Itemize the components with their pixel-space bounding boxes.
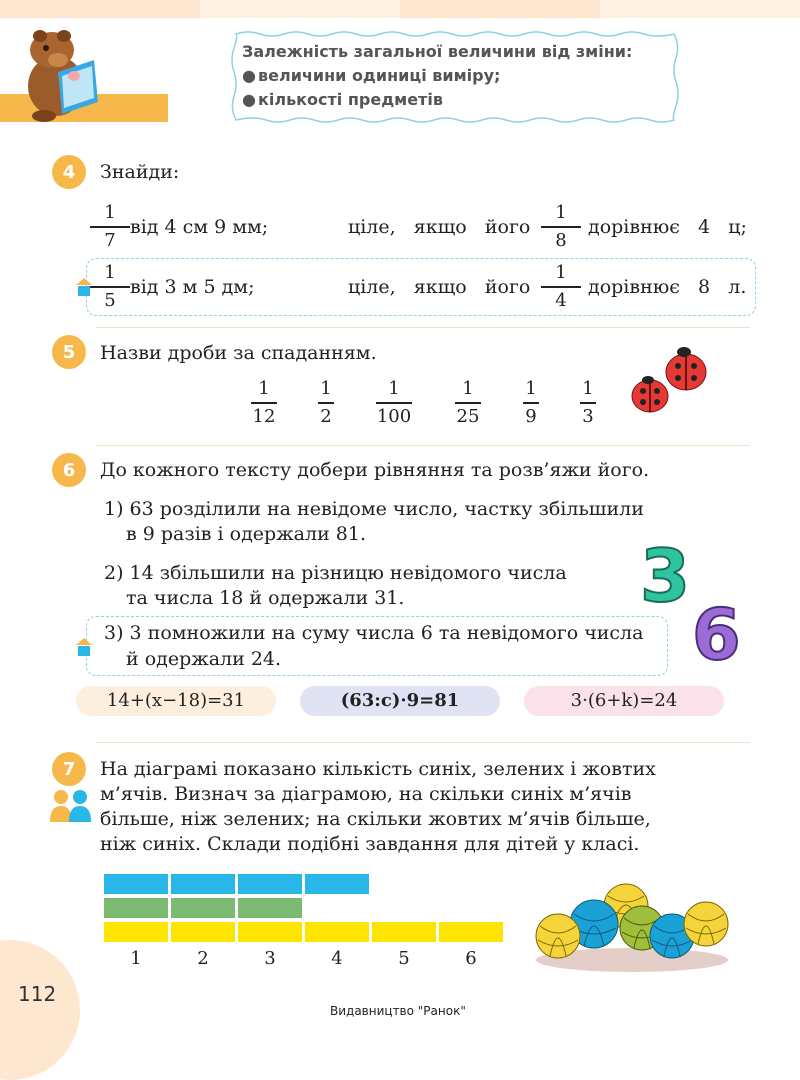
bar-series-1-unit-3 <box>238 874 302 894</box>
equation-pill-2 <box>300 686 500 716</box>
task-5-title: Назви дроби за спаданням. <box>100 342 377 364</box>
top-strip-3 <box>400 0 600 18</box>
page-number: 112 <box>18 982 57 1006</box>
fraction-1-100: 1 100 <box>376 378 412 427</box>
house-marker-icon-2 <box>74 636 94 658</box>
task-4-row2-right-a: ціле, якщо його <box>348 276 531 298</box>
bar-series-1-unit-2 <box>171 874 235 894</box>
top-strip-1 <box>0 0 200 18</box>
fraction-1-12: 1 12 <box>252 378 276 427</box>
top-strip-4 <box>600 0 800 18</box>
equation-3-text: 3·(6+k)=24 <box>570 690 678 711</box>
bar-series-3-unit-2 <box>171 922 235 942</box>
fraction-1-5: 1 5 <box>90 262 130 312</box>
task-6-item-3-line-2: й одержали 24. <box>126 648 282 670</box>
task-6-title: До кожного тексту добери рівняння та розв’яжи його. <box>100 459 650 481</box>
axis-tick-label: 6 <box>465 948 477 969</box>
task-7-line-1: На діаграмі показано кількість синіх, зелених і жовтих <box>100 758 656 780</box>
bar-series-2-unit-1 <box>104 898 168 918</box>
bar-series-2-unit-3 <box>238 898 302 918</box>
bar-series-2-unit-2 <box>171 898 235 918</box>
equation-pill-1 <box>76 686 276 716</box>
fraction-1-2: 1 2 <box>306 378 346 428</box>
balls-bar-chart <box>104 874 524 974</box>
publisher-name: Видавництво "Ранок" <box>330 1004 466 1018</box>
axis-tick-label: 1 <box>130 948 142 969</box>
fraction-1-7: 1 7 <box>90 202 130 252</box>
equation-1-text: 14+(x−18)=31 <box>106 690 246 711</box>
fraction-1-4: 1 4 <box>541 262 581 312</box>
topic-line-3: кількості предметів <box>258 90 443 109</box>
pair-work-icon <box>48 788 94 824</box>
ladybugs-icon <box>626 344 718 422</box>
bar-series-3-unit-4 <box>305 922 369 942</box>
fraction-1-8: 1 8 <box>541 202 581 252</box>
task-4-title: Знайди: <box>100 161 180 183</box>
topic-line-2: величини одиниці виміру; <box>258 66 501 85</box>
task-6-item-1-line-2: в 9 разів і одержали 81. <box>126 523 366 545</box>
axis-tick-label: 5 <box>398 948 410 969</box>
task-4-badge: 4 <box>52 155 86 189</box>
task-5-badge: 5 <box>52 335 86 369</box>
task-4-row1-text: від 4 см 9 мм; <box>130 216 269 238</box>
digit-three-decor: 3 <box>640 534 691 618</box>
topic-bullet-1: ● <box>242 66 256 85</box>
yarn-balls-icon <box>530 878 734 974</box>
topic-line-1: Залежність загальної величини від зміни: <box>242 42 633 61</box>
capybara-reading-icon <box>14 24 114 124</box>
bar-series-3-unit-1 <box>104 922 168 942</box>
topic-bullet-2: ● <box>242 90 256 109</box>
task-4-row1-right-a: ціле, якщо його <box>348 216 531 238</box>
axis-tick-label: 2 <box>197 948 209 969</box>
task-6-item-3-line-1: 3) 3 помножили на суму числа 6 та невідомого числа <box>104 622 644 644</box>
task-7-line-2: м’ячів. Визнач за діаграмою, на скільки синіх м’ячів <box>100 783 632 805</box>
task-4-row2-right-b: дорівнює 8 л. <box>588 276 747 298</box>
divider-2 <box>96 445 750 446</box>
task-7-badge: 7 <box>52 752 86 786</box>
task-4-row1-right-b: дорівнює 4 ц; <box>588 216 747 238</box>
task-6-item-2-line-1: 2) 14 збільшили на різницю невідомого числа <box>104 562 567 584</box>
fraction-1-3: 1 3 <box>568 378 608 428</box>
axis-tick-label: 3 <box>264 948 276 969</box>
task-7-line-3: більше, ніж зелених; на скільки жовтих м’ячів більше, <box>100 808 651 830</box>
bar-series-3-unit-5 <box>372 922 436 942</box>
task-6-item-1-line-1: 1) 63 розділили на невідоме число, частку збільшили <box>104 498 644 520</box>
top-strip-2 <box>200 0 400 18</box>
page-corner-circle <box>0 940 80 1080</box>
axis-tick-label: 4 <box>331 948 343 969</box>
bar-series-3-unit-6 <box>439 922 503 942</box>
fraction-1-25: 1 25 <box>456 378 480 427</box>
divider-1 <box>96 327 750 328</box>
bar-series-3-unit-3 <box>238 922 302 942</box>
equation-pill-3 <box>524 686 724 716</box>
fraction-1-9: 1 9 <box>511 378 551 428</box>
task-7-line-4: ніж синіх. Склади подібні завдання для дітей у класі. <box>100 833 640 855</box>
bar-series-1-unit-1 <box>104 874 168 894</box>
equation-2-text: (63:c)·9=81 <box>340 690 460 711</box>
task-4-row2-text: від 3 м 5 дм; <box>130 276 255 298</box>
digit-six-decor: 6 <box>692 594 741 676</box>
bar-series-1-unit-4 <box>305 874 369 894</box>
divider-3 <box>96 742 750 743</box>
task-6-badge: 6 <box>52 453 86 487</box>
task-6-item-2-line-2: та числа 18 й одержали 31. <box>126 587 405 609</box>
